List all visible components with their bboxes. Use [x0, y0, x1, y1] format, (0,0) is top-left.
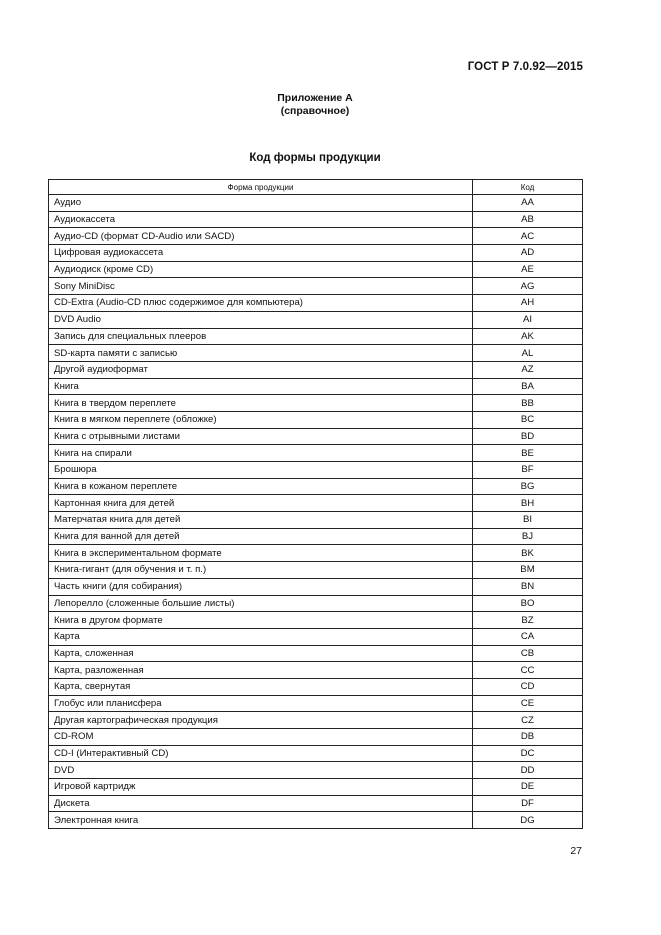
- table-row: [49, 478, 583, 495]
- product-form-cell: Книга в экспериментальном формате: [49, 545, 473, 562]
- product-form-cell: Аудиокассета: [49, 211, 473, 228]
- table-row: [49, 528, 583, 545]
- product-form-cell: Аудиодиск (кроме CD): [49, 261, 473, 278]
- code-cell: BM: [473, 562, 583, 579]
- table-row: [49, 695, 583, 712]
- table-row: [49, 311, 583, 328]
- table-row: [49, 295, 583, 312]
- product-form-table: [48, 179, 583, 829]
- product-form-cell: Книга в кожаном переплете: [49, 478, 473, 495]
- product-form-cell: CD-ROM: [49, 729, 473, 746]
- column-header-code: Код: [473, 180, 583, 195]
- code-cell: AC: [473, 228, 583, 245]
- table-row: [49, 195, 583, 212]
- code-cell: BC: [473, 411, 583, 428]
- product-form-cell: Книга в мягком переплете (обложке): [49, 411, 473, 428]
- product-form-cell: Глобус или планисфера: [49, 695, 473, 712]
- table-title: Код формы продукции: [249, 152, 381, 164]
- product-form-cell: CD-Extra (Audio-CD плюс содержимое для компьютера): [49, 295, 473, 312]
- code-cell: BA: [473, 378, 583, 395]
- product-form-cell: Книга на спирали: [49, 445, 473, 462]
- table-row: [49, 395, 583, 412]
- table-row: [49, 779, 583, 796]
- product-form-cell: Часть книги (для собирания): [49, 578, 473, 595]
- code-cell: AA: [473, 195, 583, 212]
- table-row: [49, 261, 583, 278]
- code-cell: BE: [473, 445, 583, 462]
- appendix-subtitle: (справочное): [280, 105, 350, 117]
- code-cell: DB: [473, 729, 583, 746]
- appendix-heading: [0, 92, 630, 118]
- code-cell: DD: [473, 762, 583, 779]
- table-row: [49, 578, 583, 595]
- code-cell: CA: [473, 628, 583, 645]
- product-form-cell: Электронная книга: [49, 812, 473, 829]
- code-cell: CE: [473, 695, 583, 712]
- column-header-form: Форма продукции: [49, 180, 473, 195]
- product-form-cell: Карта, разложенная: [49, 662, 473, 679]
- table-row: [49, 445, 583, 462]
- product-form-cell: Запись для специальных плееров: [49, 328, 473, 345]
- table-row: [49, 428, 583, 445]
- code-cell: AG: [473, 278, 583, 295]
- product-form-cell: Цифровая аудиокассета: [49, 245, 473, 262]
- table-row: [49, 729, 583, 746]
- code-cell: AH: [473, 295, 583, 312]
- table-row: [49, 228, 583, 245]
- code-cell: DF: [473, 795, 583, 812]
- code-cell: BH: [473, 495, 583, 512]
- code-cell: DC: [473, 745, 583, 762]
- code-cell: BO: [473, 595, 583, 612]
- product-form-cell: CD-I (Интерактивный CD): [49, 745, 473, 762]
- table-row: [49, 378, 583, 395]
- product-form-cell: Игровой картридж: [49, 779, 473, 796]
- code-cell: DE: [473, 779, 583, 796]
- table-row: [49, 462, 583, 479]
- table-row: [49, 211, 583, 228]
- table-row: [49, 562, 583, 579]
- table-row: [49, 745, 583, 762]
- table-row: [49, 345, 583, 362]
- product-form-cell: Аудио-CD (формат CD-Audio или SACD): [49, 228, 473, 245]
- code-cell: CZ: [473, 712, 583, 729]
- product-form-cell: DVD Audio: [49, 311, 473, 328]
- code-cell: AD: [473, 245, 583, 262]
- code-cell: BJ: [473, 528, 583, 545]
- table-row: [49, 628, 583, 645]
- product-form-cell: DVD: [49, 762, 473, 779]
- code-cell: AE: [473, 261, 583, 278]
- product-form-cell: Картонная книга для детей: [49, 495, 473, 512]
- code-cell: AB: [473, 211, 583, 228]
- table-row: [49, 411, 583, 428]
- code-cell: CD: [473, 678, 583, 695]
- table-row: [49, 595, 583, 612]
- table-row: [49, 678, 583, 695]
- table-row: [49, 612, 583, 629]
- table-row: [49, 762, 583, 779]
- code-cell: AK: [473, 328, 583, 345]
- product-form-cell: Sony MiniDisc: [49, 278, 473, 295]
- product-form-cell: Карта, свернутая: [49, 678, 473, 695]
- code-cell: AL: [473, 345, 583, 362]
- product-form-cell: Книга в другом формате: [49, 612, 473, 629]
- product-form-cell: Аудио: [49, 195, 473, 212]
- table-header-row: [49, 180, 583, 195]
- code-cell: BZ: [473, 612, 583, 629]
- product-form-cell: Карта, сложенная: [49, 645, 473, 662]
- code-cell: CC: [473, 662, 583, 679]
- code-cell: AI: [473, 311, 583, 328]
- product-form-cell: Лепорелло (сложенные большие листы): [49, 595, 473, 612]
- table-row: [49, 278, 583, 295]
- table-row: [49, 512, 583, 529]
- table-row: [49, 795, 583, 812]
- product-form-cell: Дискета: [49, 795, 473, 812]
- table-row: [49, 361, 583, 378]
- table-body: [49, 195, 583, 829]
- product-form-cell: Карта: [49, 628, 473, 645]
- page-number: 27: [570, 845, 582, 857]
- code-cell: BK: [473, 545, 583, 562]
- table-row: [49, 495, 583, 512]
- product-form-cell: SD-карта памяти с записью: [49, 345, 473, 362]
- code-cell: BI: [473, 512, 583, 529]
- table-row: [49, 712, 583, 729]
- code-cell: AZ: [473, 361, 583, 378]
- code-cell: BN: [473, 578, 583, 595]
- code-cell: BD: [473, 428, 583, 445]
- table-row: [49, 645, 583, 662]
- product-form-cell: Другая картографическая продукция: [49, 712, 473, 729]
- product-form-cell: Книга: [49, 378, 473, 395]
- table-row: [49, 328, 583, 345]
- table-row: [49, 545, 583, 562]
- table-row: [49, 812, 583, 829]
- table-row: [49, 245, 583, 262]
- product-form-cell: Книга-гигант (для обучения и т. п.): [49, 562, 473, 579]
- product-form-cell: Книга в твердом переплете: [49, 395, 473, 412]
- code-cell: DG: [473, 812, 583, 829]
- appendix-title: Приложение А: [277, 92, 353, 104]
- product-form-cell: Книга с отрывными листами: [49, 428, 473, 445]
- standard-code: ГОСТ Р 7.0.92—2015: [467, 61, 583, 73]
- product-form-cell: Брошюра: [49, 462, 473, 479]
- product-form-cell: Другой аудиоформат: [49, 361, 473, 378]
- table-row: [49, 662, 583, 679]
- product-form-cell: Матерчатая книга для детей: [49, 512, 473, 529]
- code-cell: BB: [473, 395, 583, 412]
- product-form-cell: Книга для ванной для детей: [49, 528, 473, 545]
- code-cell: CB: [473, 645, 583, 662]
- code-cell: BG: [473, 478, 583, 495]
- code-cell: BF: [473, 462, 583, 479]
